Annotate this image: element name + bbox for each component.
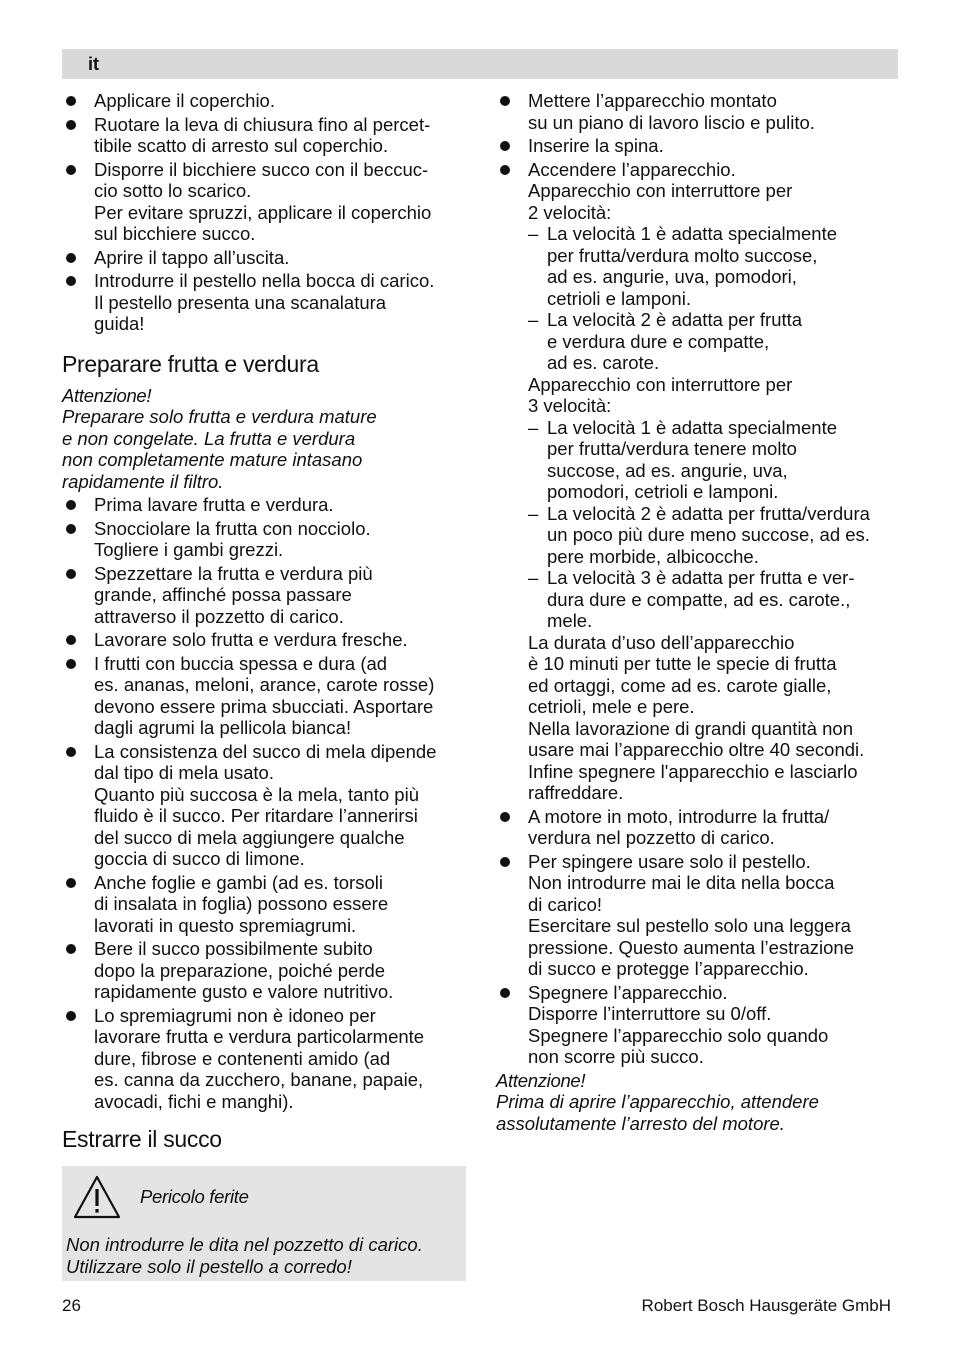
list-item bbox=[62, 741, 466, 870]
text-line: per frutta/verdura tenere molto bbox=[547, 438, 797, 459]
text-line: Mettere l’apparecchio montato bbox=[528, 90, 777, 111]
section-heading-prepare: Preparare frutta e verdura bbox=[62, 350, 319, 377]
text-line: mele. bbox=[547, 610, 593, 631]
language-bar bbox=[62, 49, 898, 79]
text-line: Quanto più succosa è la mela, tanto più bbox=[94, 783, 419, 805]
list-item bbox=[62, 938, 466, 1003]
text-line: dura dure e compatte, ad es. carote., bbox=[547, 588, 851, 610]
text-line: rapidamente il filtro. bbox=[62, 470, 224, 492]
text-line: La velocità 2 è adatta per frutta bbox=[547, 309, 803, 330]
text-line: di insalata in foglia) possono essere bbox=[94, 893, 389, 914]
list-item bbox=[496, 90, 900, 133]
text-line: Preparare solo frutta e verdura mature bbox=[62, 406, 377, 427]
text-line: è 10 minuti per tutte le specie di frutta bbox=[528, 653, 837, 674]
left-column bbox=[62, 90, 466, 1281]
text-line: Prima di aprire l’apparecchio, attendere bbox=[496, 1091, 819, 1112]
list-item bbox=[62, 872, 466, 937]
text-line: Spegnere l’apparecchio. bbox=[528, 981, 728, 1003]
text-line: pressione. Questo aumenta l’estrazione bbox=[528, 936, 854, 958]
text-line: es. ananas, meloni, arance, carote rosse) bbox=[94, 674, 435, 695]
text-line: dal tipo di mela usato. bbox=[94, 762, 274, 783]
list-item bbox=[62, 629, 466, 651]
text-line: cetrioli e lamponi. bbox=[547, 287, 691, 309]
text-line: raffreddare. bbox=[528, 782, 624, 803]
text-line: Prima lavare frutta e verdura. bbox=[94, 494, 334, 515]
text-line: La velocità 1 è adatta specialmente bbox=[547, 223, 838, 244]
danger-text bbox=[66, 1234, 462, 1277]
two-speed-list bbox=[528, 223, 900, 374]
dash-item bbox=[528, 417, 900, 503]
text-line: A motore in moto, introdurre la frutta/ bbox=[528, 805, 830, 827]
text-line: ad es. carote. bbox=[547, 352, 660, 373]
text-line: Spezzettare la frutta e verdura più bbox=[94, 562, 373, 584]
danger-box bbox=[62, 1166, 466, 1281]
text-line: Anche foglie e gambi (ad es. torsoli bbox=[94, 871, 383, 893]
text-line: di succo e protegge l’apparecchio. bbox=[528, 958, 809, 979]
text-line: Infine spegnere l'apparecchio e lasciarlo bbox=[528, 760, 858, 782]
text-line: Lo spremiagrumi non è idoneo per bbox=[94, 1004, 376, 1026]
list-item bbox=[62, 247, 466, 269]
text-line: Bere il succo possibilmente subito bbox=[94, 938, 373, 959]
text-line: Esercitare sul pestello solo una leggera bbox=[528, 915, 851, 936]
text-line: ed ortaggi, come ad es. carote gialle, bbox=[528, 674, 832, 696]
text-line: non scorre più succo. bbox=[528, 1046, 704, 1067]
text-line: ad es. angurie, uva, pomodori, bbox=[547, 266, 797, 287]
text-line: di carico! bbox=[528, 893, 603, 915]
text-line: su un piano di lavoro liscio e pulito. bbox=[528, 111, 815, 133]
warning-text bbox=[496, 1091, 900, 1134]
text-line: Disporre l’interruttore su 0/off. bbox=[528, 1003, 772, 1024]
list-item bbox=[62, 90, 466, 112]
three-speed-list bbox=[528, 417, 900, 632]
dash-marker: – bbox=[528, 567, 539, 588]
page-number: 26 bbox=[62, 1296, 81, 1315]
text-line: non completamente mature intasano bbox=[62, 449, 363, 470]
text-line: goccia di succo di limone. bbox=[94, 848, 305, 869]
danger-box-header bbox=[66, 1174, 462, 1220]
text-line: Snocciolare la frutta con nocciolo. bbox=[94, 517, 371, 539]
text-line: cio sotto lo scarico. bbox=[94, 180, 252, 201]
text-line: La velocità 2 è adatta per frutta/verdura bbox=[547, 502, 870, 524]
text-line: Il pestello presenta una scanalatura bbox=[94, 291, 387, 313]
text-line: assolutamente l’arresto del motore. bbox=[496, 1112, 785, 1134]
bullet-list-operation bbox=[496, 90, 900, 1068]
text-line: Spegnere l’apparecchio solo quando bbox=[528, 1024, 829, 1046]
danger-title: Pericolo ferite bbox=[140, 1186, 249, 1208]
dash-item bbox=[528, 309, 900, 374]
list-item bbox=[62, 653, 466, 739]
text-line: sul bicchiere succo. bbox=[94, 223, 256, 244]
bullet-list-assembly bbox=[62, 90, 466, 335]
text-line: Accendere l’apparecchio. bbox=[528, 158, 736, 180]
right-column bbox=[496, 90, 900, 1136]
dash-item bbox=[528, 567, 900, 632]
warning-triangle-icon bbox=[72, 1174, 122, 1220]
warning-title: Attenzione! bbox=[496, 1069, 586, 1091]
list-item bbox=[62, 563, 466, 628]
text-line: devono essere prima sbucciati. Asportare bbox=[94, 695, 434, 717]
dash-marker: – bbox=[528, 309, 539, 330]
text-line: usare mai l’apparecchio oltre 40 secondi. bbox=[528, 739, 865, 760]
text-line: dagli agrumi la pellicola bianca! bbox=[94, 717, 352, 738]
list-item bbox=[496, 806, 900, 849]
dash-item bbox=[528, 503, 900, 568]
text-line: Non introdurre mai le dita nella bocca bbox=[528, 872, 835, 893]
text-line: Ruotare la leva di chiusura fino al percet- bbox=[94, 113, 431, 135]
text-line: verdura nel pozzetto di carico. bbox=[528, 827, 775, 848]
language-code: it bbox=[88, 54, 99, 74]
text-line: Apparecchio con interruttore per bbox=[528, 373, 793, 395]
text-line: e non congelate. La frutta e verdura bbox=[62, 427, 356, 449]
text-line: Introdurre il pestello nella bocca di carico. bbox=[94, 270, 435, 291]
text-line: lavorare frutta e verdura particolarmente bbox=[94, 1026, 425, 1047]
list-item bbox=[496, 135, 900, 157]
list-item bbox=[62, 518, 466, 561]
text-line: pomodori, cetrioli e lamponi. bbox=[547, 481, 779, 502]
list-item bbox=[62, 1005, 466, 1113]
list-item bbox=[62, 270, 466, 335]
list-item bbox=[62, 159, 466, 245]
text-line: Togliere i gambi grezzi. bbox=[94, 539, 284, 560]
text-line: Per spingere usare solo il pestello. bbox=[528, 850, 811, 872]
text-line: Non introdurre le dita nel pozzetto di carico. bbox=[66, 1234, 423, 1255]
text-line: 2 velocità: bbox=[528, 201, 612, 223]
text-line: attraverso il pozzetto di carico. bbox=[94, 605, 344, 627]
text-line: I frutti con buccia spessa e dura (ad bbox=[94, 652, 388, 674]
text-line: per frutta/verdura molto succose, bbox=[547, 244, 818, 266]
dash-item bbox=[528, 223, 900, 309]
text-line: La velocità 3 è adatta per frutta e ver- bbox=[547, 567, 855, 588]
list-item bbox=[496, 851, 900, 980]
text-line: es. canna da zucchero, banane, papaie, bbox=[94, 1069, 424, 1090]
text-line: Utilizzare solo il pestello a corredo! bbox=[66, 1255, 352, 1277]
list-item bbox=[62, 494, 466, 516]
text-line: Per evitare spruzzi, applicare il coperchio bbox=[94, 201, 432, 223]
list-item bbox=[62, 114, 466, 157]
text-line: La durata d’uso dell’apparecchio bbox=[528, 631, 795, 653]
list-item bbox=[496, 159, 900, 804]
text-line: Nella lavorazione di grandi quantità non bbox=[528, 717, 853, 739]
text-line: dure, fibrose e contenenti amido (ad bbox=[94, 1047, 391, 1069]
text-line: La velocità 1 è adatta specialmente bbox=[547, 416, 838, 438]
text-line: e verdura dure e compatte, bbox=[547, 330, 770, 352]
text-line: succose, ad es. angurie, uva, bbox=[547, 459, 788, 481]
text-line: fluido è il succo. Per ritardare l’annerirsi bbox=[94, 805, 418, 826]
text-line: Aprire il tappo all’uscita. bbox=[94, 246, 290, 268]
warning-text bbox=[62, 406, 466, 492]
text-line: rapidamente gusto e valore nutritivo. bbox=[94, 981, 394, 1002]
text-line: Lavorare solo frutta e verdura fresche. bbox=[94, 629, 408, 650]
dash-marker: – bbox=[528, 502, 539, 524]
section-heading-extract: Estrarre il succo bbox=[62, 1126, 222, 1152]
list-item bbox=[496, 982, 900, 1068]
bullet-list-prepare bbox=[62, 494, 466, 1112]
text-line: grande, affinché possa passare bbox=[94, 584, 352, 605]
text-line: tibile scatto di arresto sul coperchio. bbox=[94, 135, 389, 156]
text-line: Apparecchio con interruttore per bbox=[528, 180, 793, 201]
text-line: dopo la preparazione, poiché perde bbox=[94, 959, 386, 981]
text-line: Inserire la spina. bbox=[528, 135, 664, 156]
text-line: Disporre il bicchiere succo con il beccuc- bbox=[94, 158, 429, 180]
dash-marker: – bbox=[528, 416, 539, 438]
text-line: un poco più dure meno succose, ad es. bbox=[547, 524, 870, 545]
text-line: del succo di mela aggiungere qualche bbox=[94, 826, 405, 848]
text-line: pere morbide, albicocche. bbox=[547, 545, 759, 567]
text-line: avocadi, fichi e manghi). bbox=[94, 1090, 294, 1112]
dash-marker: – bbox=[528, 223, 539, 244]
text-line: La consistenza del succo di mela dipende bbox=[94, 740, 437, 762]
text-line: cetrioli, mele e pere. bbox=[528, 696, 695, 717]
text-line: Applicare il coperchio. bbox=[94, 90, 275, 111]
warning-title: Attenzione! bbox=[62, 384, 152, 406]
text-line: lavorati in questo spremiagrumi. bbox=[94, 914, 357, 936]
company-name: Robert Bosch Hausgeräte GmbH bbox=[641, 1296, 891, 1315]
text-line: guida! bbox=[94, 313, 145, 334]
text-line: 3 velocità: bbox=[528, 395, 612, 416]
